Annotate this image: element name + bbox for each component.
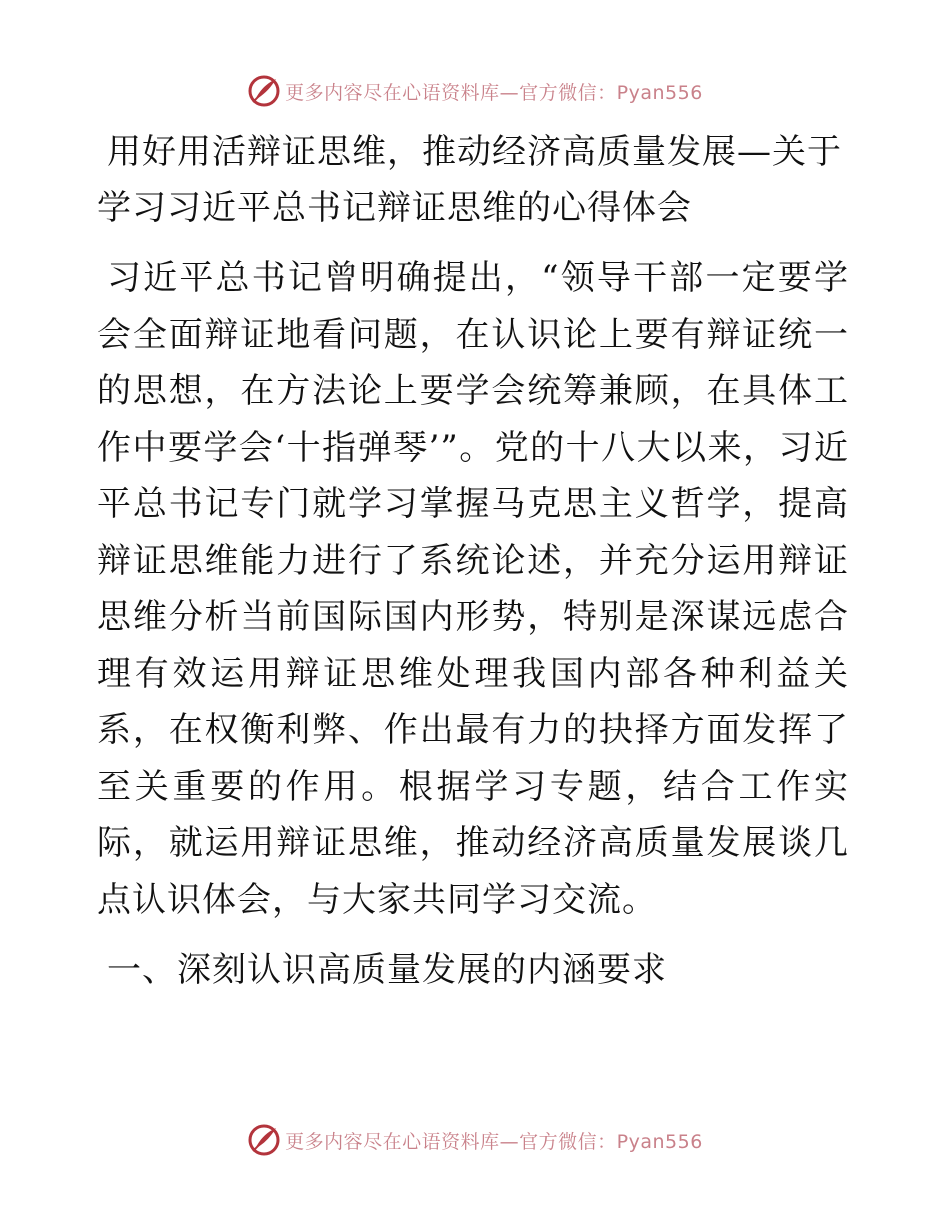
feather-pen-circle-icon	[247, 1123, 281, 1157]
header-banner	[0, 71, 950, 111]
document-title: 用好用活辩证思维，推动经济高质量发展—关于学习习近平总书记辩证思维的心得体会	[97, 132, 842, 228]
document-body	[97, 124, 849, 998]
banner-text: 更多内容尽在心语资料库—官方微信：Pyan556	[285, 81, 703, 104]
feather-pen-circle-icon	[247, 74, 281, 108]
footer-banner	[0, 1120, 950, 1160]
body-paragraph: 习近平总书记曾明确提出，“领导干部一定要学会全面辩证地看问题，在认识论上要有辩证统一的思想，在方法论上要学会统筹兼顾，在具体工作中要学会‘十指弹琴’”。党的十八大以来，习近平总书记专门就学习掌握马克思主义哲学，提高辩证思维能力进行了系统论述，并充分运用辩证思维分析当前国际国内形势，特别是深谋远虑合理有效运用辩证思维处理我国内部各种利益关系，在权衡利弊、作出最有力的抉择方面发挥了至关重要的作用。根据学习专题，结合工作实际，就运用辩证思维，推动经济高质量发展谈几点认识体会，与大家共同学习交流。	[97, 258, 849, 920]
section-heading: 一、深刻认识高质量发展的内涵要求	[107, 950, 667, 990]
banner-text: 更多内容尽在心语资料库—官方微信：Pyan556	[285, 1130, 703, 1153]
